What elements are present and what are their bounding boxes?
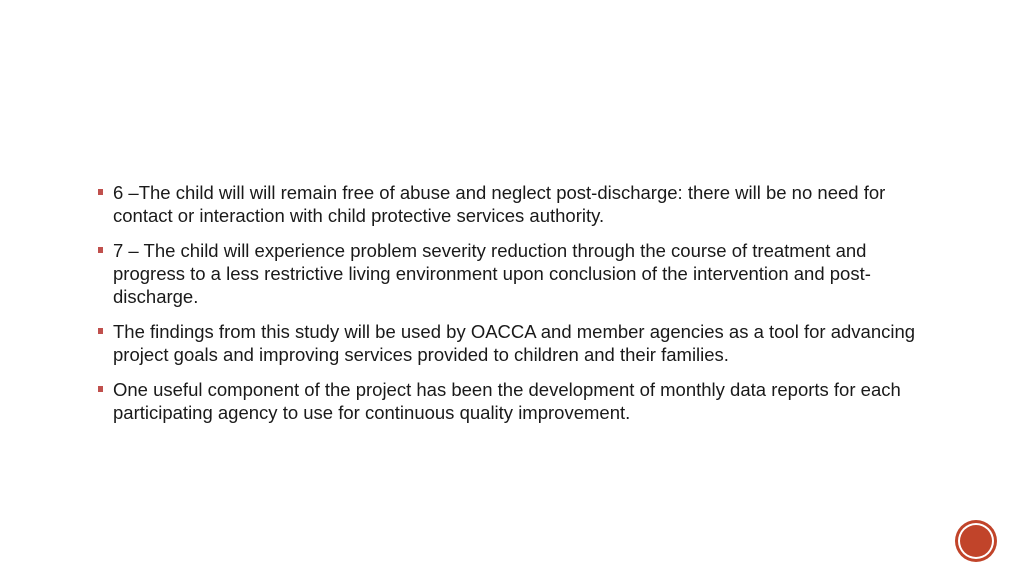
bullet-text-1: 6 –The child will will remain free of abuse and neglect post-discharge: there will be no need for contact or interaction with child protective services authority. [113,182,886,226]
bullet-text-3: The findings from this study will be used by OACCA and member agencies as a tool for advancing project goals and improving services provided to children and their families. [113,321,916,365]
square-bullet-icon [98,189,103,195]
bullet-item-1 [98,181,938,227]
bullet-item-3 [98,320,938,366]
square-bullet-icon [98,386,103,392]
bullet-text-2: 7 – The child will experience problem severity reduction through the course of treatment and progress to a less restrictive living environment upon conclusion of the intervention and post-discharge. [113,240,871,307]
bullet-item-2 [98,239,938,308]
slide-number-badge [958,523,994,559]
square-bullet-icon [98,247,103,253]
bullet-item-4 [98,378,938,424]
bullet-text-4: One useful component of the project has been the development of monthly data reports for each participating agency to use for continuous quality improvement. [113,379,901,423]
square-bullet-icon [98,328,103,334]
bullet-list [98,181,938,436]
